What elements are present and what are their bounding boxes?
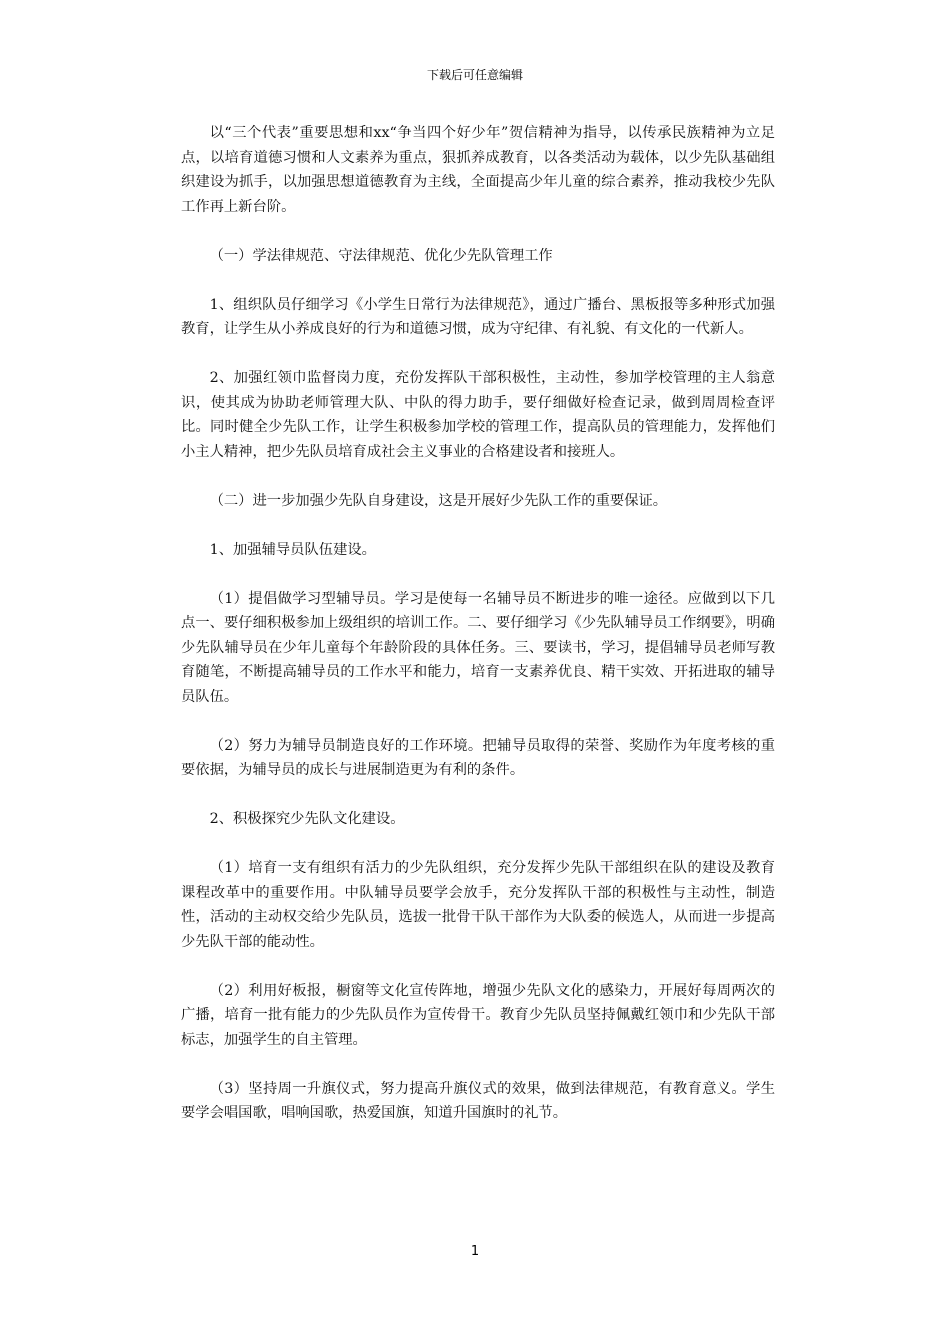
paragraph: （1）提倡做学习型辅导员。学习是使每一名辅导员不断进步的唯一途径。应做到以下几点一、要仔细积极参加上级组织的培训工作。二、要仔细学习《少先队辅导员工作纲要》，明确少先队辅导员在少年儿童每个年龄阶段的具体任务。三、要读书，学习，提倡辅导员老师写教育随笔，不断提高辅导员的工作水平和能力，培育一支素养优良、精干实效、开拓进取的辅导员队伍。 [181, 590, 775, 705]
paragraph: （3）坚持周一升旗仪式，努力提高升旗仪式的效果，做到法律规范，有教育意义。学生要学会唱国歌，唱响国歌，热爱国旗，知道升国旗时的礼节。 [181, 1080, 775, 1121]
section-heading-2: （二）进一步加强少先队自身建设，这是开展好少先队工作的重要保证。 [209, 492, 668, 509]
paragraph: （1）培育一支有组织有活力的少先队组织，充分发挥少先队干部组织在队的建设及教育课程改革中的重要作用。中队辅导员要学会放手，充分发挥队干部的积极性与主动性，制造性，活动的主动权交给少先队员，选拔一批骨干队干部作为大队委的候选人，从而进一步提高少先队干部的能动性。 [181, 860, 775, 950]
paragraph-intro: 以“三个代表”重要思想和xx“争当四个好少年”贺信精神为指导，以传承民族精神为立足点，以培育道德习惯和人文素养为重点，狠抓养成教育，以各类活动为载体，以少先队基础组织建设为抓手，以加强思想道德教育为主线，全面提高少年儿童的综合素养，推动我校少先队工作再上新台阶。 [181, 125, 775, 215]
paragraph: 1、组织队员仔细学习《小学生日常行为法律规范》，通过广播台、黑板报等多种形式加强教育，让学生从小养成良好的行为和道德习惯，成为守纪律、有礼貌、有文化的一代新人。 [181, 296, 775, 337]
subsection-heading: 1、加强辅导员队伍建设。 [209, 541, 376, 558]
subsection-heading: 2、积极探究少先队文化建设。 [209, 811, 405, 827]
page-number: 1 [470, 1244, 480, 1259]
paragraph: 2、加强红领巾监督岗力度，充份发挥队干部积极性，主动性，参加学校管理的主人翁意识，使其成为协助老师管理大队、中队的得力助手，要仔细做好检查记录，做到周周检查评比。同时健全少先队工作，让学生积极参加学校的管理工作，提高队员的管理能力，发挥他们小主人精神，把少先队员培育成社会主义事业的合格建设者和接班人。 [181, 370, 775, 460]
section-heading-1: （一）学法律规范、守法律规范、优化少先队管理工作 [209, 247, 553, 264]
paragraph: （2）利用好板报，橱窗等文化宣传阵地，增强少先队文化的感染力，开展好每周两次的广播，培育一批有能力的少先队员作为宣传骨干。教育少先队员坚持佩戴红领巾和少先队干部标志，加强学生的自主管理。 [181, 982, 775, 1048]
document-body [181, 121, 775, 1150]
paragraph: （2）努力为辅导员制造良好的工作环境。把辅导员取得的荣誉、奖励作为年度考核的重要依据，为辅导员的成长与进展制造更为有利的条件。 [181, 737, 775, 778]
page-header: 下载后可任意编辑 [426, 68, 523, 82]
